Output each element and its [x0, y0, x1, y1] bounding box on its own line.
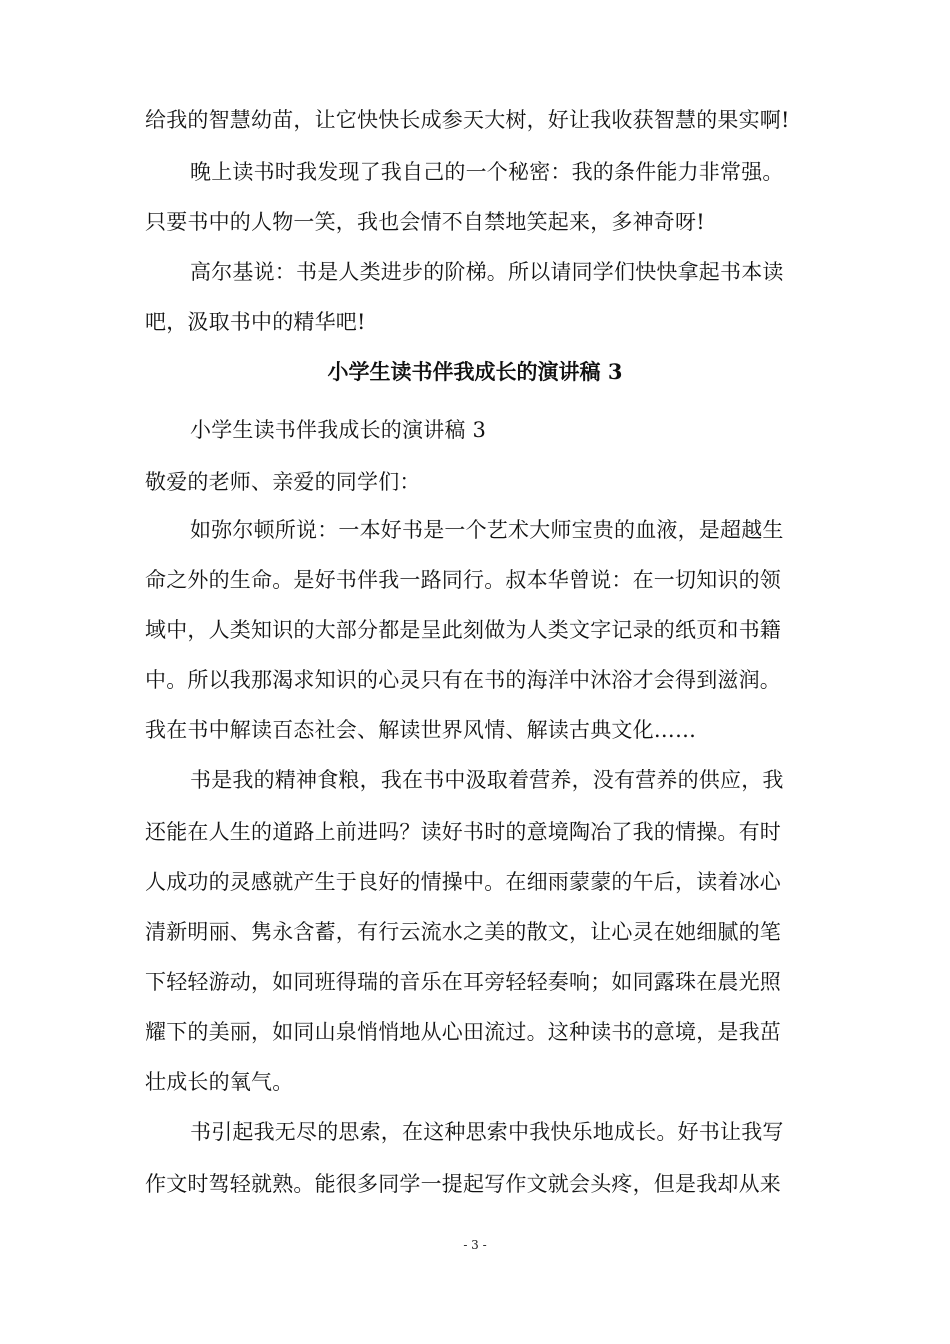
text-line: 命之外的生命。是好书伴我一路同行。叔本华曾说：在一切知识的领 — [145, 568, 781, 592]
text-line: 只要书中的人物一笑，我也会情不自禁地笑起来，多神奇呀! — [145, 210, 705, 234]
text-line: 吧，汲取书中的精华吧! — [145, 310, 366, 334]
text-line: 作文时驾轻就熟。能很多同学一提起写作文就会头疼，但是我却从来 — [145, 1172, 781, 1196]
text-line: 下轻轻游动，如同班得瑞的音乐在耳旁轻轻奏响；如同露珠在晨光照 — [145, 970, 781, 994]
text-line: 如弥尔顿所说：一本好书是一个艺术大师宝贵的血液，是超越生 — [190, 518, 784, 542]
text-line: 我在书中解读百态社会、解读世界风情、解读古典文化…… — [145, 718, 697, 742]
text-line: 耀下的美丽，如同山泉悄悄地从心田流过。这种读书的意境，是我茁 — [145, 1020, 781, 1044]
text-line: 晚上读书时我发现了我自己的一个秘密：我的条件能力非常强。 — [190, 160, 784, 184]
page-number: - 3 - — [463, 1238, 487, 1252]
text-line: 书引起我无尽的思索，在这种思索中我快乐地成长。好书让我写 — [190, 1120, 784, 1144]
text-line: 书是我的精神食粮，我在书中汲取着营养，没有营养的供应，我 — [190, 768, 784, 792]
text-line: 给我的智慧幼苗，让它快快长成参天大树，好让我收获智慧的果实啊! — [145, 108, 790, 132]
text-line: 中。所以我那渴求知识的心灵只有在书的海洋中沐浴才会得到滋润。 — [145, 668, 781, 692]
section-heading: 小学生读书伴我成长的演讲稿 3 — [327, 359, 623, 384]
text-line: 高尔基说：书是人类进步的阶梯。所以请同学们快快拿起书本读 — [190, 260, 784, 284]
text-line: 域中，人类知识的大部分都是呈此刻做为人类文字记录的纸页和书籍 — [145, 618, 781, 642]
salutation: 敬爱的老师、亲爱的同学们： — [145, 470, 421, 494]
text-line: 清新明丽、隽永含蓄，有行云流水之美的散文，让心灵在她细腻的笔 — [145, 920, 781, 944]
text-line: 小学生读书伴我成长的演讲稿 3 — [190, 418, 487, 442]
text-line: 壮成长的氧气。 — [145, 1070, 294, 1094]
text-line: 还能在人生的道路上前进吗？读好书时的意境陶冶了我的情操。有时 — [145, 820, 781, 844]
text-line: 人成功的灵感就产生于良好的情操中。在细雨蒙蒙的午后，读着冰心 — [145, 870, 781, 894]
